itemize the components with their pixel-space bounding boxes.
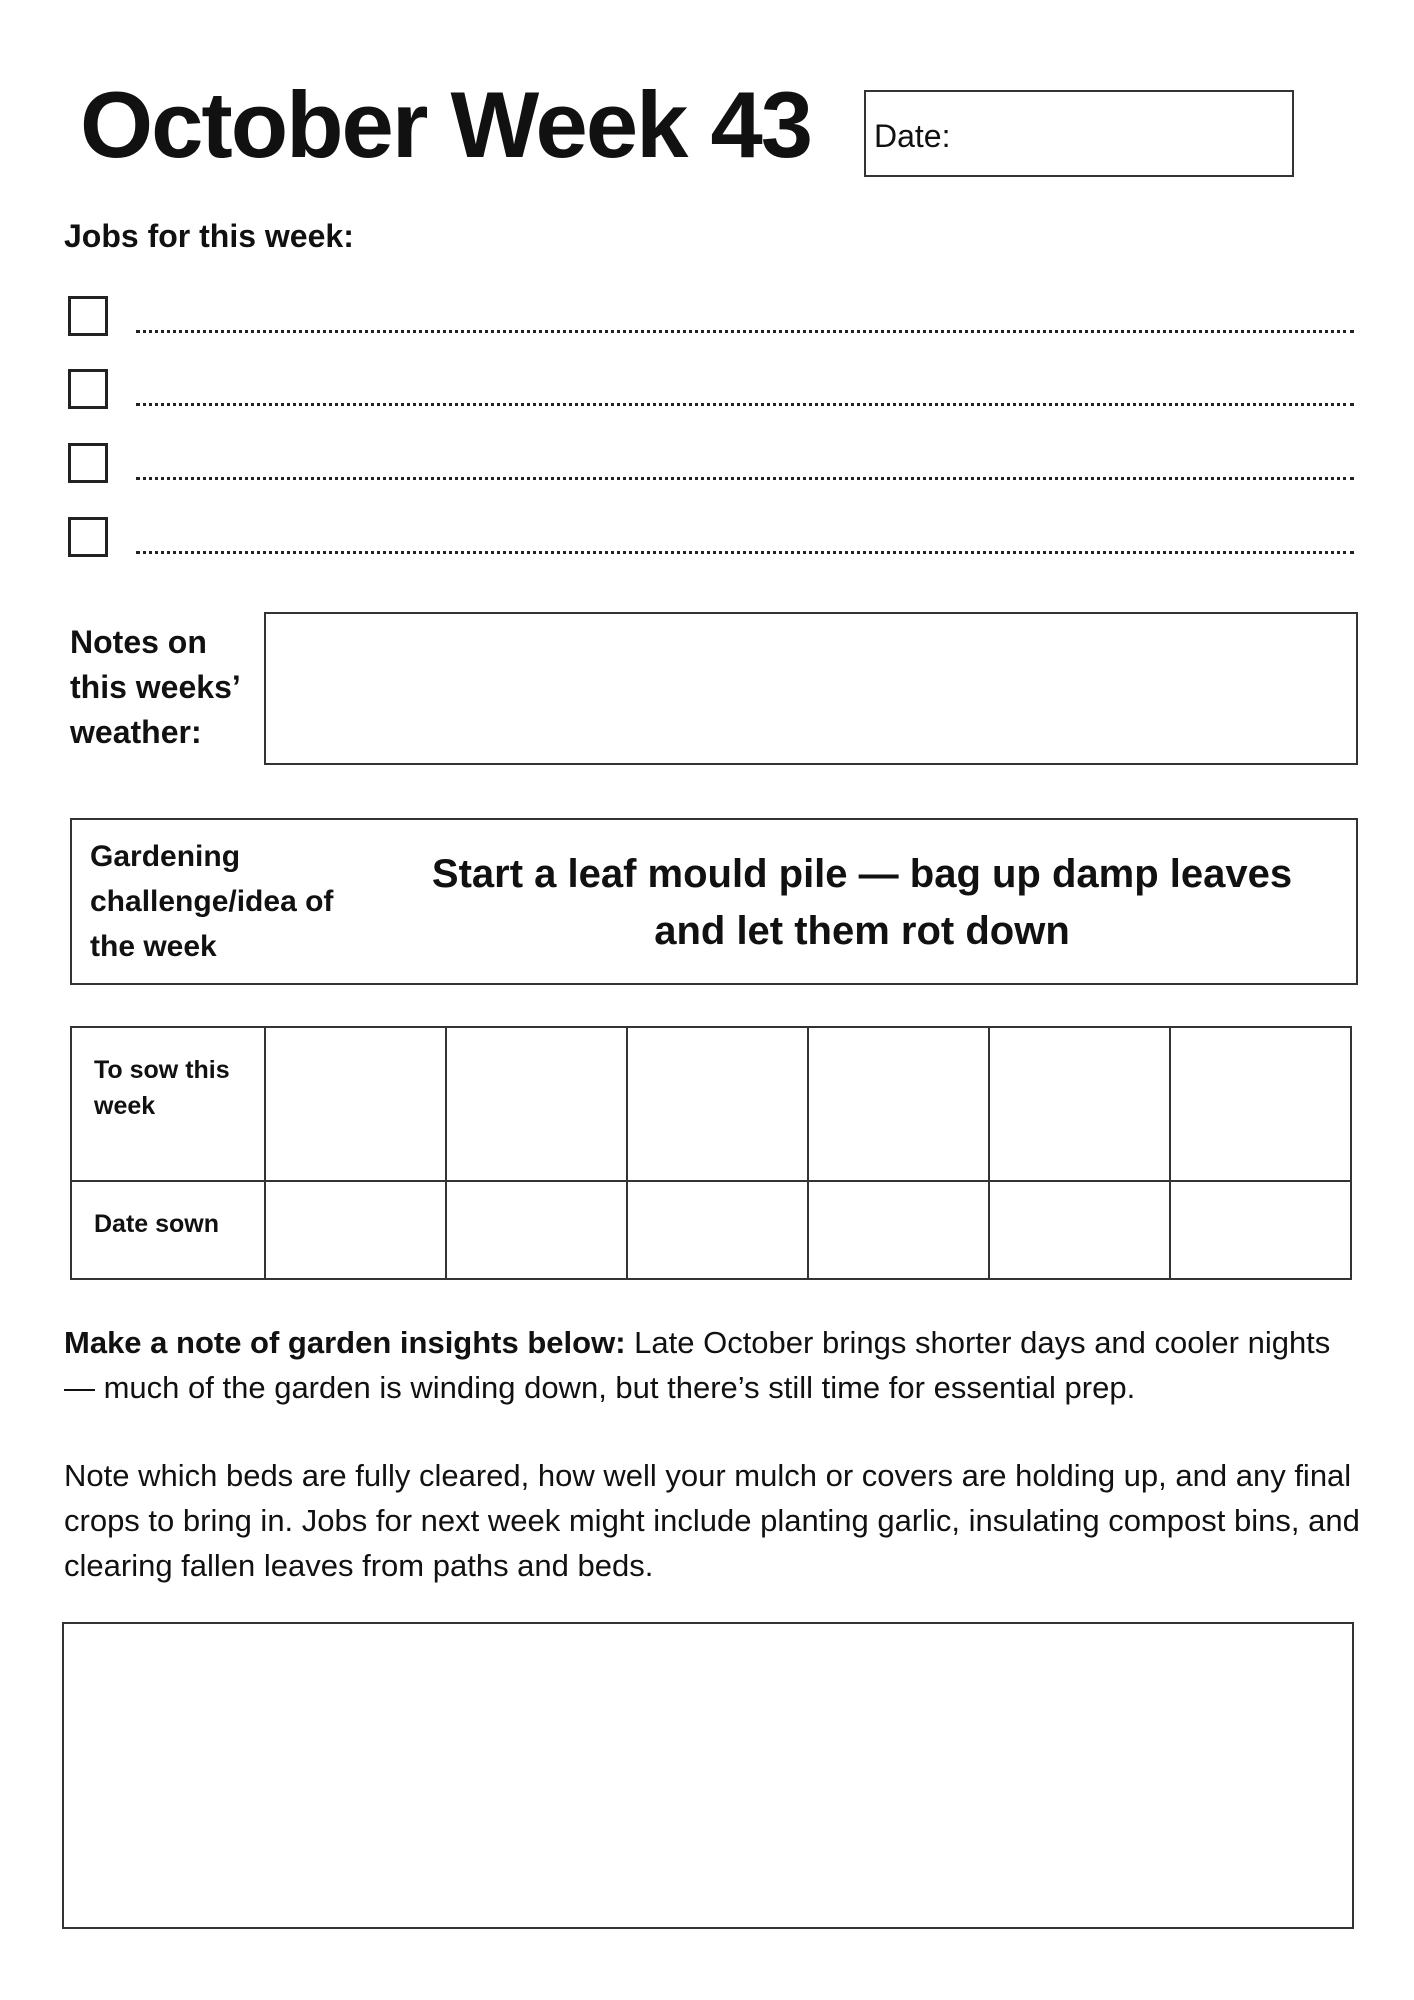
- job-writing-line[interactable]: [136, 551, 1354, 554]
- insights-lead: Make a note of garden insights below:: [64, 1325, 626, 1360]
- table-cell[interactable]: [808, 1027, 989, 1181]
- table-cell[interactable]: [265, 1181, 446, 1279]
- job-writing-line[interactable]: [136, 330, 1354, 333]
- weather-notes-label: Notes on this weeks’ weather:: [70, 624, 239, 750]
- table-cell[interactable]: [446, 1181, 627, 1279]
- challenge-panel: [70, 818, 1358, 985]
- job-checkbox[interactable]: [68, 369, 108, 409]
- date-label: Date:: [874, 118, 951, 154]
- table-row: [71, 1181, 1351, 1279]
- challenge-text: Start a leaf mould pile — bag up damp leaves and let them rot down: [431, 852, 1293, 953]
- table-cell[interactable]: [627, 1181, 808, 1279]
- table-cell[interactable]: [1170, 1027, 1351, 1181]
- table-cell[interactable]: [265, 1027, 446, 1181]
- date-field[interactable]: [864, 90, 1294, 177]
- insights-intro-text: Late October brings shorter days and cooler nights — much of the garden is winding down, but there’s still time for essential prep.: [64, 1325, 1331, 1405]
- job-writing-line[interactable]: [136, 477, 1354, 480]
- insights-notes-box[interactable]: [62, 1622, 1354, 1929]
- job-item: [68, 296, 1354, 338]
- insights-body: Note which beds are fully cleared, how well your mulch or covers are holding up, and any final crops to bring in. Jobs for next week might include planting garlic, insulating compost bins, and clearing fallen leaves from paths and beds.: [64, 1458, 1360, 1583]
- page-title: October Week 43: [80, 72, 812, 177]
- table-row: [71, 1027, 1351, 1181]
- jobs-heading: Jobs for this week:: [64, 218, 354, 254]
- row-label-to-sow: To sow this week: [71, 1027, 265, 1181]
- job-checkbox[interactable]: [68, 517, 108, 557]
- job-item: [68, 517, 1354, 559]
- job-item: [68, 443, 1354, 485]
- table-cell[interactable]: [989, 1027, 1170, 1181]
- row-label-date-sown: Date sown: [71, 1181, 265, 1279]
- table-cell[interactable]: [627, 1027, 808, 1181]
- table-cell[interactable]: [808, 1181, 989, 1279]
- job-checkbox[interactable]: [68, 443, 108, 483]
- table-cell[interactable]: [989, 1181, 1170, 1279]
- job-item: [68, 369, 1354, 411]
- insights-intro: [64, 1320, 1364, 1410]
- challenge-label: Gardening challenge/idea of the week: [90, 840, 334, 963]
- job-checkbox[interactable]: [68, 296, 108, 336]
- table-cell[interactable]: [446, 1027, 627, 1181]
- job-writing-line[interactable]: [136, 403, 1354, 406]
- weather-notes-box[interactable]: [264, 612, 1358, 765]
- table-cell[interactable]: [1170, 1181, 1351, 1279]
- sowing-table: [70, 1026, 1352, 1280]
